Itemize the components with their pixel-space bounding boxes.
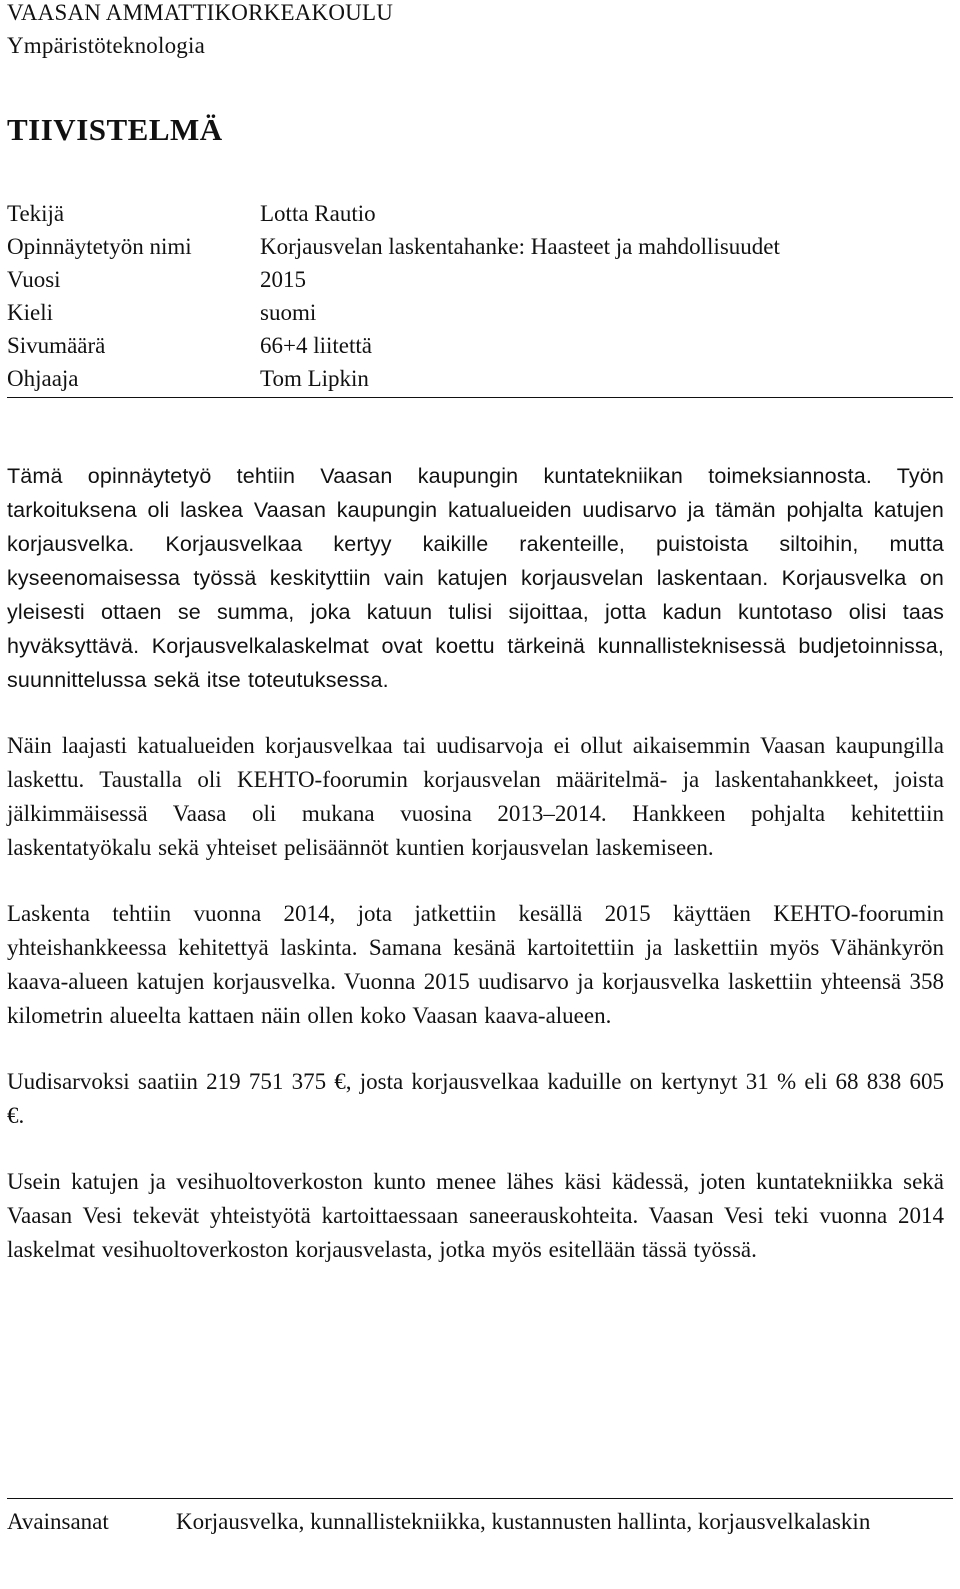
abstract-paragraph: Näin laajasti katualueiden korjausvelkaa tai uudisarvoja ei ollut aikaisemmin Vaasan kaupungilla laskettu. Taustalla oli KEHTO-foorumin korjausvelan määritelmä- ja laskentahankkeet, joista jälkimmäisessä Vaasa oli mukana vuosina 2013–2014. Hankkeen pohjalta kehitettiin laskentatyökalu sekä yhteiset pelisäännöt kuntien korjausvelan laskemiseen. [7, 733, 944, 860]
keywords-value: Korjausvelka, kunnallistekniikka, kustannusten hallinta, korjausvelkalaskin [176, 1509, 871, 1534]
meta-row-page-count [7, 329, 953, 362]
meta-value: 66+4 liitettä [260, 333, 372, 358]
institution-name: VAASAN AMMATTIKORKEAKOULU [7, 0, 394, 25]
meta-key: Vuosi [7, 267, 61, 292]
abstract-paragraph: Usein katujen ja vesihuoltoverkoston kunto menee lähes käsi kädessä, joten kuntatekniikka sekä Vaasan Vesi tekevät yhteistyötä kartoittaessaan saneerauskohteita. Vaasan Vesi teki vuonna 2014 laskelmat vesihuoltoverkoston korjausvelasta, jotka myös esitellään tässä työssä. [7, 1169, 944, 1262]
meta-row-language [7, 296, 953, 329]
meta-key: Kieli [7, 300, 53, 325]
meta-value: 2015 [260, 267, 306, 292]
abstract-paragraph: Tämä opinnäytetyö tehtiin Vaasan kaupungin kuntatekniikan toimeksiannosta. Työn tarkoituksena oli laskea Vaasan kaupungin katualueiden uudisarvo ja tämän pohjalta katujen korjausvelka. Korjausvelkaa kertyy kaikille rakenteille, puistoista siltoihin, mutta kyseenomaisessa työssä keskityttiin vain katujen korjausvelan laskentaan. Korjausvelka on yleisesti ottaen se summa, joka katuun tulisi sijoittaa, jotta kadun kuntotaso olisi taas hyväksyttävä. Korjausvelkalaskelmat ovat koettu tärkeinä kunnallisteknisessä budjetoinnissa, suunnittelussa sekä itse toteutuksessa. [7, 464, 944, 692]
meta-value: suomi [260, 300, 317, 325]
meta-row-year [7, 263, 953, 296]
degree-programme: Ympäristöteknologia [7, 33, 205, 58]
divider-line [7, 1498, 953, 1499]
meta-value: Lotta Rautio [260, 201, 376, 226]
abstract-paragraph: Uudisarvoksi saatiin 219 751 375 €, josta korjausvelkaa kaduille on kertynyt 31 % eli 68 838 605 €. [7, 1069, 944, 1128]
divider-line [7, 397, 953, 398]
abstract-body [7, 459, 944, 1299]
meta-key: Sivumäärä [7, 333, 106, 358]
meta-value: Korjausvelan laskentahanke: Haasteet ja mahdollisuudet [260, 234, 780, 259]
keywords-label: Avainsanat [7, 1509, 109, 1534]
meta-row-author [7, 197, 953, 230]
meta-row-supervisor [7, 362, 953, 395]
document-title: TIIVISTELMÄ [7, 112, 223, 147]
meta-key: Ohjaaja [7, 366, 79, 391]
meta-row-thesis-title [7, 230, 953, 263]
abstract-paragraph: Laskenta tehtiin vuonna 2014, jota jatkettiin kesällä 2015 käyttäen KEHTO-foorumin yhteishankkeessa kehitettyä laskinta. Samana kesänä kartoitettiin ja laskettiin myös Vähänkyrön kaava-alueen katujen korjausvelka. Vuonna 2015 uudisarvo ja korjausvelka laskettiin yhteensä 358 kilometrin alueelta kattaen näin ollen koko Vaasan kaava-alueen. [7, 901, 944, 1028]
thesis-metadata [7, 197, 953, 395]
meta-key: Tekijä [7, 201, 65, 226]
meta-value: Tom Lipkin [260, 366, 369, 391]
meta-key: Opinnäytetyön nimi [7, 234, 192, 259]
